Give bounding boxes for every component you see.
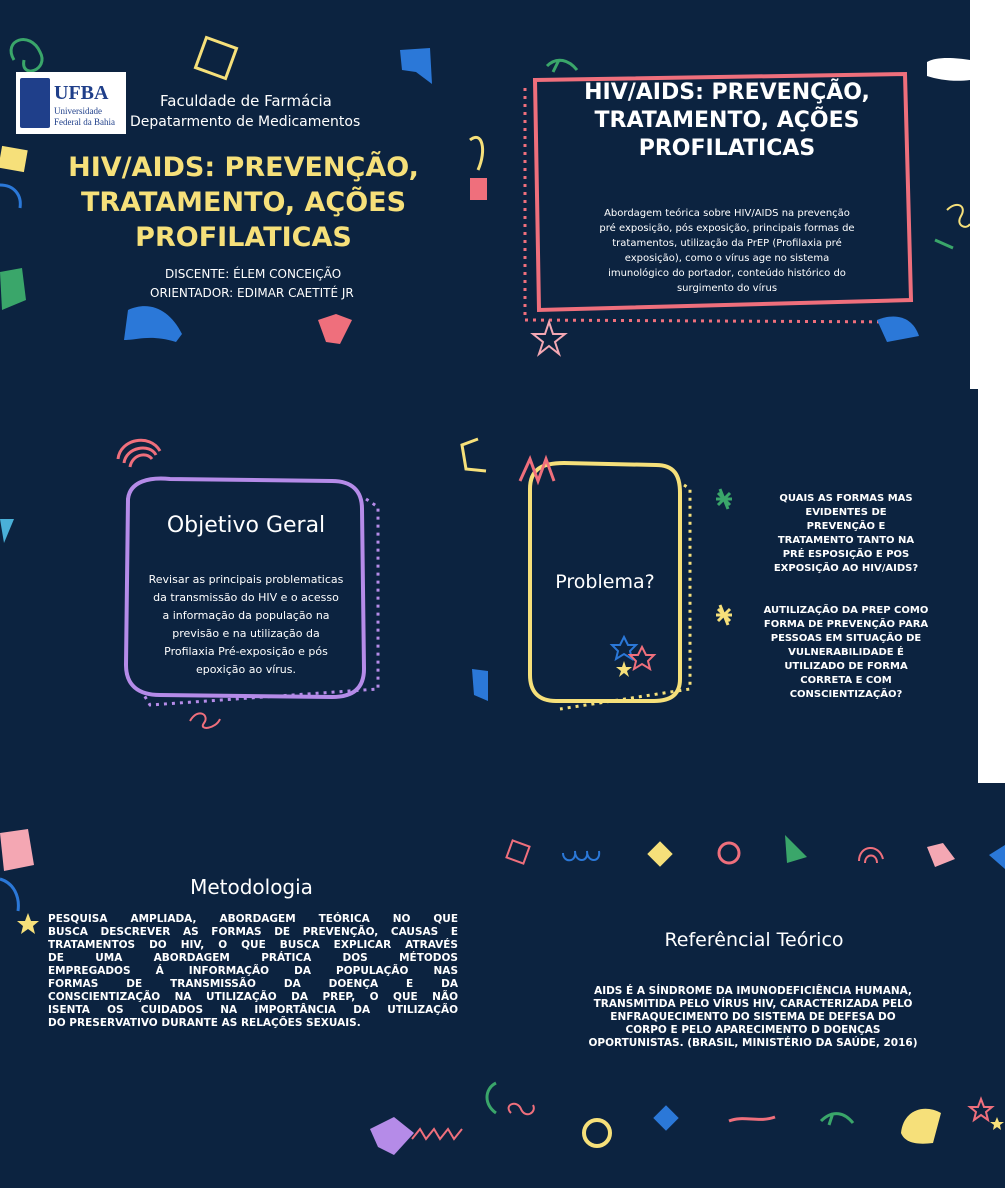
title-line1: HIV/AIDS: PREVENÇÃO, <box>584 80 870 105</box>
yellow-half-circle-icon <box>901 1109 941 1144</box>
pink-swirl-icon <box>509 1104 534 1114</box>
leaf-icon <box>547 60 577 72</box>
pink-star-icon <box>630 647 654 669</box>
frame-hatch <box>560 485 690 709</box>
blue-half-circle-icon <box>877 317 919 342</box>
theory-line: TRANSMITIDA PELO VÍRUS HIV, CARACTERIZADA PELO <box>593 998 913 1010</box>
objective-line: previsão e na utilização da <box>172 627 320 640</box>
pink-star-icon <box>970 1099 992 1120</box>
methodology-line: CONSCIENTIZAÇÃO NA UTILIZAÇÃO DA PREP, O QUE NÃO <box>48 991 458 1003</box>
question-line: PRÉ ESPOSIÇÃO E POS <box>782 549 910 560</box>
theory-line: CORPO E PELO APARECIMENTO D DOENÇAS <box>625 1024 881 1036</box>
theory-title: Referêncial Teórico <box>664 929 844 951</box>
yellow-scribble-circle-icon <box>584 1120 610 1146</box>
pink-square-outline-icon <box>506 840 529 863</box>
pink-scribble-circle-icon <box>719 843 739 863</box>
methodology-line: ISENTA OS CUIDADOS NA IMPORTÂNCIA DA UTILIZAÇÃO <box>48 1004 458 1016</box>
yellow-small-star-icon <box>616 661 632 677</box>
blue-half-circle-icon <box>124 306 182 342</box>
question-line: CONSCIENTIZAÇÃO? <box>789 689 903 700</box>
pink-loop-icon <box>190 713 220 728</box>
problem-title: Problema? <box>555 571 655 593</box>
yellow-diamond-icon <box>647 841 672 866</box>
methodology-line: DO PRESERVATIVO DURANTE AS RELAÇÕES SEXUAIS. <box>48 1017 361 1029</box>
summary-line: tratamentos, utilização da PrEP (Profilaxia pré <box>612 238 842 249</box>
question-line: FORMA DE PREVENÇÃO PARA <box>763 619 929 630</box>
methodology-line: PESQUISA AMPLIADA, ABORDAGEM TEÓRICA NO QUE <box>48 913 458 925</box>
pink-squiggle-icon <box>729 1117 775 1121</box>
pink-scribble-icon <box>412 1129 462 1139</box>
rainbow-icon <box>118 440 160 467</box>
lightpink-tile-icon <box>927 843 955 867</box>
question-line: UTILIZADO DE FORMA <box>784 661 908 672</box>
methodology-title: Metodologia <box>190 875 313 899</box>
objective-line: a informação da população na <box>162 609 330 622</box>
title-line2: TRATAMENTO, AÇÕES <box>594 108 860 133</box>
yellow-bracket-icon <box>462 439 486 471</box>
yellow-small-star-icon <box>990 1117 1004 1130</box>
yellow-swirl-icon <box>947 205 970 227</box>
objective-line: Profilaxia Pré-exposição e pós <box>164 645 328 658</box>
slide-theoretical <box>503 783 1005 1188</box>
white-scribble-icon <box>927 58 970 81</box>
advisor-text: ORIENTADOR: EDIMAR CAETITÉ JR <box>150 286 354 300</box>
question-line: QUAIS AS FORMAS MAS <box>779 493 913 504</box>
blue-diamond-icon <box>653 1105 678 1130</box>
yellow-star-icon <box>716 605 732 625</box>
title-line3: PROFILATICAS <box>638 136 816 161</box>
yellow-star-icon <box>17 913 39 934</box>
crest-icon <box>20 78 50 128</box>
logo-line2: Federal da Bahia <box>54 117 115 127</box>
decorations <box>0 389 490 783</box>
question-line: CORRETA E COM <box>800 675 892 686</box>
summary-line: Abordagem teórica sobre HIV/AIDS na prevenção <box>604 208 850 219</box>
question-line: EVIDENTES DE <box>805 507 887 518</box>
blue-shape-icon <box>989 845 1005 869</box>
question-line: VULNERABILIDADE É <box>788 647 904 658</box>
theory-line: AIDS É A SÍNDROME DA IMUNODEFICIÊNCIA HUMANA, <box>594 985 912 997</box>
green-star-icon <box>716 489 732 509</box>
slide-title <box>0 0 487 389</box>
slide-methodology <box>0 783 503 1188</box>
summary-line: exposição), como o vírus age no sistema <box>624 253 830 264</box>
decorations <box>487 0 970 389</box>
slide-problem <box>490 389 978 783</box>
title-line3: PROFILATICAS <box>135 222 352 253</box>
summary-line: pré exposição, pós exposição, principais formas de <box>599 223 855 234</box>
question-line: AUTILIZAÇÃO DA PREP COMO <box>763 605 929 616</box>
theory-line: OPORTUNISTAS. (BRASIL, MINISTÉRIO DA SAÚDE, 2016) <box>588 1037 918 1049</box>
star-icon <box>533 322 565 354</box>
ufba-logo <box>16 72 126 134</box>
department-text: Depatarmento de Medicamentos <box>130 114 361 130</box>
green-leaf-icon <box>821 1113 853 1125</box>
summary-line: surgimento do vírus <box>676 283 778 294</box>
slide-summary <box>487 0 970 389</box>
methodology-line: FORMAS DE TRANSMISSÃO DA DOENÇA E DA <box>48 978 458 990</box>
pink-rainbow-icon <box>859 848 883 863</box>
title-line1: HIV/AIDS: PREVENÇÃO, <box>68 152 419 183</box>
methodology-line: TRATAMENTOS DO HIV, O QUE BUSCA EXPLICAR ATRAVÉS <box>48 939 458 951</box>
objective-title: Objetivo Geral <box>166 513 326 538</box>
blue-shape-icon <box>472 669 488 701</box>
methodology-line: EMPREGADOS Á INFORMAÇÃO DA POPULAÇÃO NAS <box>48 965 458 977</box>
title-line2: TRATAMENTO, AÇÕES <box>80 187 407 218</box>
green-triangle-icon <box>785 835 807 863</box>
green-squiggle-icon <box>935 240 953 248</box>
pink-heart-icon <box>318 314 352 344</box>
methodology-line: BUSCA DESCREVER AS FORMAS DE PREVENÇÃO, CAUSAS E <box>48 926 458 938</box>
objective-line: epoxição ao vírus. <box>196 663 296 676</box>
question-line: PREVENÇÃO E <box>806 521 886 532</box>
question-line: TRATAMENTO TANTO NA <box>777 535 915 546</box>
question-line: PESSOAS EM SITUAÇÃO DE <box>770 633 922 644</box>
squiggle-icon <box>11 40 42 71</box>
blue-loops-icon <box>563 851 599 860</box>
logo-line1: Universidade <box>54 106 102 116</box>
green-blob-icon <box>0 268 26 310</box>
blue-triangle-icon <box>0 519 14 543</box>
blue-shape-icon <box>400 48 432 84</box>
summary-line: imunológico do portador, conteúdo histórico do <box>608 268 846 279</box>
methodology-line: DE UMA ABORDAGEM PRÁTICA DOS MÉTODOS <box>48 952 458 964</box>
purple-heart-icon <box>370 1117 414 1155</box>
logo-abbrev: UFBA <box>54 82 109 104</box>
theory-line: ENFRAQUECIMENTO DO SISTEMA DE DEFESA DO <box>610 1011 896 1023</box>
green-arc-icon <box>487 1083 496 1113</box>
student-text: DISCENTE: ÉLEM CONCEIÇÃO <box>165 267 342 281</box>
pink-tile-icon <box>0 829 34 871</box>
question-line: EXPOSIÇÃO AO HIV/AIDS? <box>773 563 919 574</box>
faculty-text: Faculdade de Farmácia <box>160 92 332 110</box>
objective-line: Revisar as principais problematicas <box>148 573 344 586</box>
yellow-square-outline-icon <box>195 37 236 78</box>
slide-objective <box>0 389 490 783</box>
objective-line: da transmissão do HIV e o acesso <box>153 591 339 604</box>
